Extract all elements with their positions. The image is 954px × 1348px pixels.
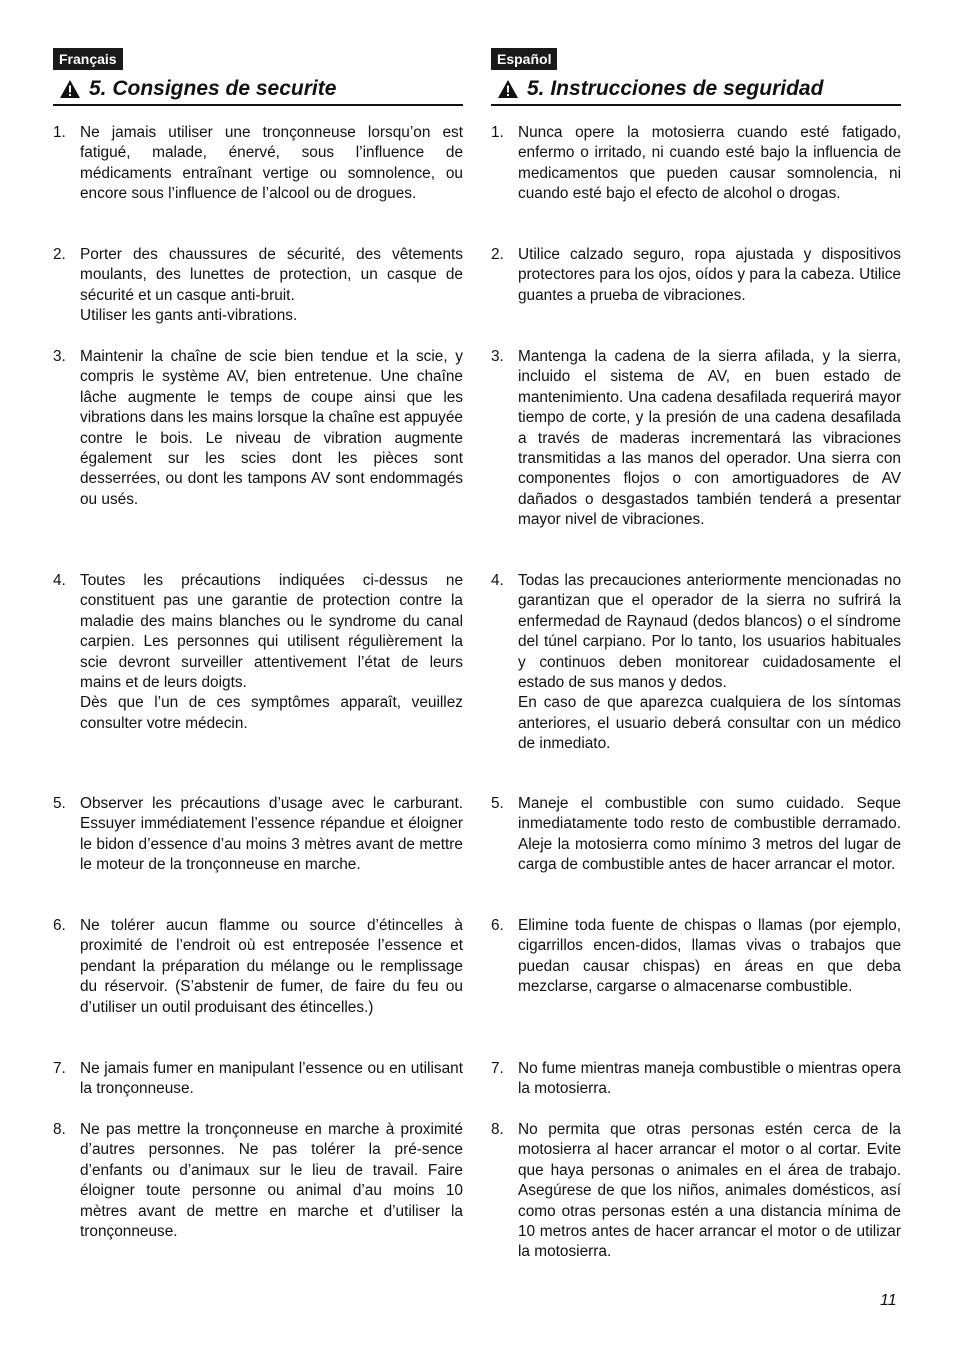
item-number: 1.	[491, 124, 504, 141]
item-number: 7.	[491, 1060, 504, 1077]
item-text: Dès que l’un de ces symptômes apparaît, veuillez consulter votre médecin.	[80, 694, 463, 732]
item-text: Ne pas mettre la tronçonneuse en marche à proximité d’autres personnes. Ne pas tolérer la pré-sence d’enfants ou d’animaux sur le lieu de travail. Faire éloigner toute personne ou animal d’au moins 10 mètres avant de mettre en marche et d’utiliser la tronçonneuse.	[80, 1121, 463, 1241]
item-text: Toutes les précautions indiquées ci-dessus ne constituent pas une garantie de protection contre la maladie des mains blanches ou le syndrome du canal carpien. Les personnes qui utilisent régulièrement la scie devront surveiller attentivement l’état de leurs mains et de leurs doigts.	[80, 572, 463, 692]
item-number: 4.	[491, 572, 504, 589]
item-number: 8.	[53, 1121, 66, 1138]
item-number: 8.	[491, 1121, 504, 1138]
item-text: En caso de que aparezca cualquiera de los síntomas anteriores, el usuario deberá consultar con un médico de inmediato.	[518, 694, 901, 753]
list-item	[491, 794, 901, 876]
list-item	[491, 245, 901, 306]
language-tag-spanish: Español	[491, 48, 557, 70]
list-item	[491, 347, 901, 531]
list-item	[491, 571, 901, 755]
list-item	[53, 916, 463, 1018]
list-item	[53, 1059, 463, 1100]
list-item	[491, 123, 901, 205]
warning-icon	[59, 79, 81, 99]
item-text: Observer les précautions d’usage avec le carburant. Essuyer immédiatement l’essence répandue et éloigner le bidon d’essence d’au moins 3 mètres avant de mettre le moteur de la tronçonneuse en marche.	[80, 795, 463, 874]
item-number: 1.	[53, 124, 66, 141]
section-title: 5. Consignes de securite	[89, 77, 337, 100]
item-text: No permita que otras personas estén cerca de la motosierra al hacer arrancar el motor o al cortar. Evite que haya personas o animales en el área de trabajo. Asegúrese de que los niños, animales domésticos, así como otras personas estén a una distancia mínima de 10 metros antes de hacer arrancar el motor o de utilizar la motosierra.	[518, 1121, 901, 1261]
item-number: 2.	[53, 246, 66, 263]
list-item	[491, 916, 901, 998]
item-text: Utiliser les gants anti-vibrations.	[80, 307, 298, 325]
item-number: 5.	[491, 795, 504, 812]
item-text: Utilice calzado seguro, ropa ajustada y dispositivos protectores para los ojos, oídos y para la cabeza. Utilice guantes a prueba de vibraciones.	[518, 246, 901, 304]
item-text: Ne jamais utiliser une tronçonneuse lorsqu’on est fatigué, malade, énervé, sous l’influence de médicaments entraînant vertige ou somnolence, ou encore sous l’influence de l’alcool ou de drogues.	[80, 124, 463, 203]
item-number: 3.	[53, 348, 66, 365]
section-heading-french	[53, 74, 463, 106]
list-item	[53, 347, 463, 510]
language-tag-french: Français	[53, 48, 123, 70]
item-text: Todas las precauciones anteriormente mencionadas no garantizan que el operador de la sierra no sufrirá la enfermedad de Raynaud (dedos blancos) o el síndrome del túnel carpiano. Por lo tanto, los usuarios habituales y continuos deben monitorear cuidadosamente el estado de sus manos y dedos.	[518, 572, 901, 692]
item-number: 6.	[53, 917, 66, 934]
list-item	[53, 571, 463, 734]
item-text: Mantenga la cadena de la sierra afilada, y la sierra, incluido el sistema de AV, en buen estado de mantenimiento. Una cadena desafilada requerirá mayor tiempo de corte, y la presión de una cadena desafilada a través de maderas incrementará las vibraciones transmitidas a las manos del operador. Una sierra con componentes flojos o con amortiguadores de AV dañados o desgastados también tenderá a presentar mayor nivel de vibraciones.	[518, 348, 901, 529]
item-text: Nunca opere la motosierra cuando esté fatigado, enfermo o irritado, ni cuando esté bajo la influencia de medicamentos que pueden causar somnolencia, ni cuando esté bajo el efecto de alcohol o drogas.	[518, 124, 901, 203]
list-item	[53, 245, 463, 327]
item-number: 2.	[491, 246, 504, 263]
item-text: Elimine toda fuente de chispas o llamas (por ejemplo, cigarrillos encen-didos, llamas vivas o trabajos que puedan causar chispas) en áreas en que deba mezclarse, cargarse o almacenarse combustible.	[518, 917, 901, 996]
list-item	[491, 1059, 901, 1100]
item-number: 5.	[53, 795, 66, 812]
item-text: Maneje el combustible con sumo cuidado. Seque inmediatamente todo resto de combustible derramado. Aleje la motosierra como mínimo 3 metros del lugar de carga de combustible antes de hacer arrancar el motor.	[518, 795, 901, 874]
item-text: Maintenir la chaîne de scie bien tendue et la scie, y compris le système AV, bien entretenue. Une chaîne lâche augmente le temps de coupe ainsi que les vibrations dans les mains lorsque la chaîne est appuyée contre le bois. Le niveau de vibration augmente également sur les scies dont les pièces sont desserrées, ou dont les tampons AV sont endommagés ou usés.	[80, 348, 463, 508]
list-item	[53, 123, 463, 205]
page-number: 11	[880, 1292, 897, 1309]
item-text: Ne jamais fumer en manipulant l’essence ou en utilisant la tronçonneuse.	[80, 1060, 463, 1098]
item-text: Porter des chaussures de sécurité, des vêtements moulants, des lunettes de protection, un casque de sécurité et un casque anti-bruit.	[80, 246, 463, 304]
item-number: 7.	[53, 1060, 66, 1077]
item-number: 4.	[53, 572, 66, 589]
warning-icon	[497, 79, 519, 99]
section-heading-spanish	[491, 74, 901, 106]
list-item	[53, 1120, 463, 1242]
item-text: No fume mientras maneja combustible o mientras opera la motosierra.	[518, 1060, 901, 1098]
section-title: 5. Instrucciones de seguridad	[527, 77, 824, 100]
list-item	[491, 1120, 901, 1263]
list-item	[53, 794, 463, 876]
item-text: Ne tolérer aucun flamme ou source d’étincelles à proximité de l’endroit où est entreposée l’essence et pendant la préparation du mélange ou le remplissage du réservoir. (S’abstenir de fumer, de faire du feu ou d’utiliser un outil produisant des étincelles.)	[80, 917, 463, 1016]
item-number: 6.	[491, 917, 504, 934]
item-number: 3.	[491, 348, 504, 365]
